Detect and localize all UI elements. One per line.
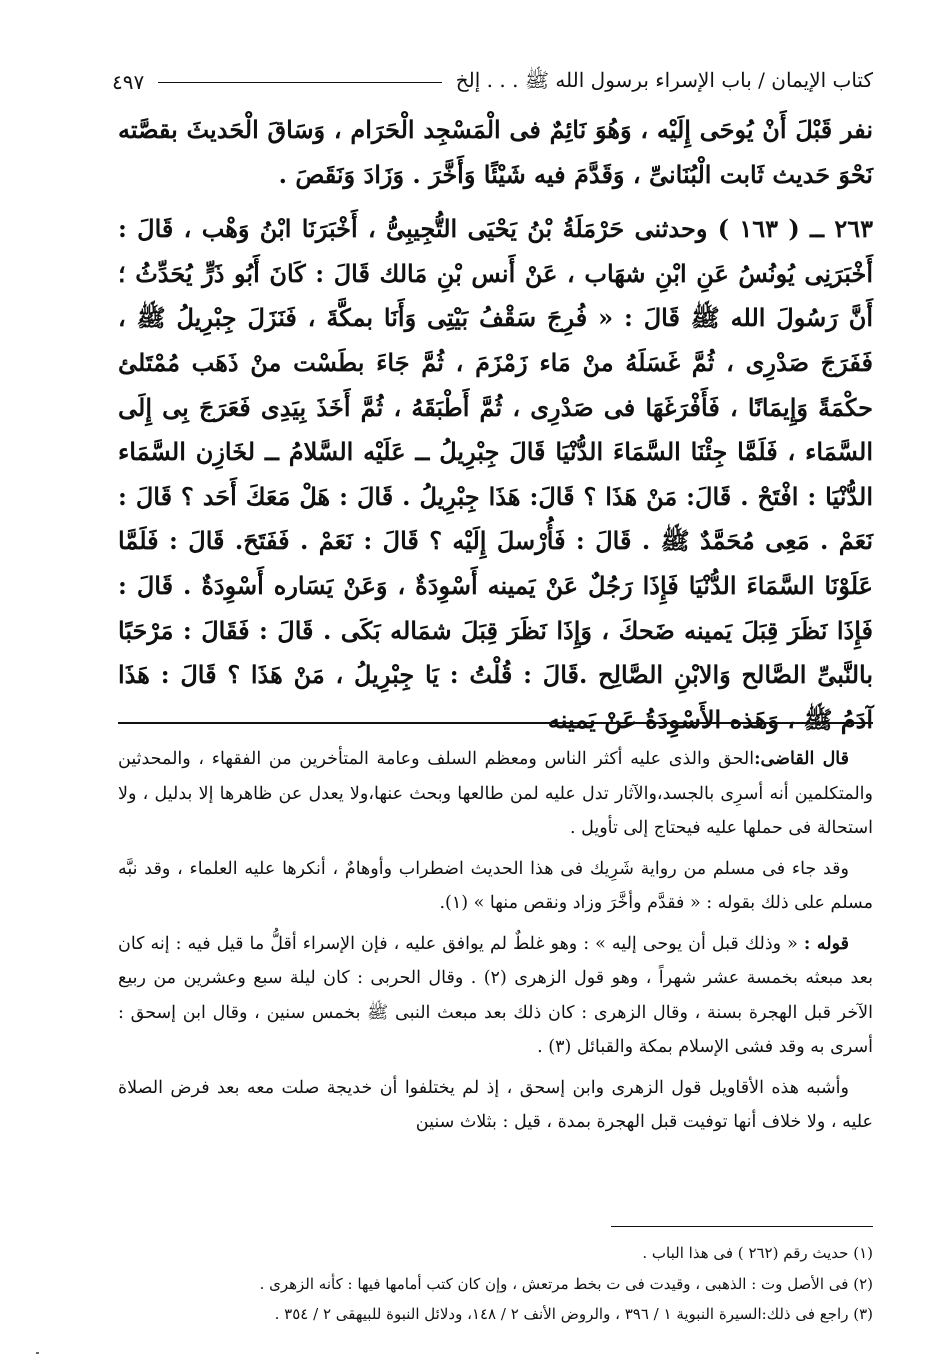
header-rule (158, 82, 442, 83)
footnote: (١) حديث رقم (٢٦٢ ) فى هذا الباب . (642, 1244, 873, 1262)
footnote: (٢) فى الأصل وت : الذهبى ، وقيدت فى ت بخط مرتعش ، وإن كان كتب أمامها فيها : كأنه الزهرى . (259, 1274, 873, 1293)
commentary-section (118, 742, 873, 1146)
commentary-text: « وذلك قبل أن يوحى إليه » : وهو غلطٌ لم يوافق عليه ، فإن الإسراء أقلُّ ما قيل فيه : إنه كان بعد مبعثه بخمسة عشر شهراً ، وهو قول الزهرى (٢) . وقال الحربى : كان ليلة سبع وعشرين من ربيع الآخر قبل الهجرة بسنة ، وقال الزهرى : كان ذلك بعد مبعث النبى ﷺ بخمس سنين ، وقال ابن إسحق : أسرى به وقد فشى الإسلام بمكة والقبائل (٣) . (118, 933, 874, 1057)
commentary-lead: قوله : (803, 933, 849, 954)
commentary-text: وقد جاء فى مسلم من رواية شَرِيك فى هذا الحديث اضطراب وأوهامٌ ، أنكرها عليه العلماء ، وقد نبَّه مسلم على ذلك بقوله : « فقدَّم وأخَّرَ وزاد ونقص منها » (١). (118, 858, 873, 913)
commentary-paragraph (118, 852, 873, 921)
footnotes (118, 1238, 873, 1330)
hadith-text (118, 108, 873, 742)
running-title: كتاب الإيمان / باب الإسراء برسول الله ﷺ . . . إلخ (455, 67, 873, 92)
hadith-paragraph: ٢٦٣ ــ ( ١٦٣ ) وحدثنى حَرْمَلَةُ بْنُ يَحْيَى التُّجِيبِىُّ ، أَخْبَرَنَا ابْنُ وَهْب ، قَالَ : أَخْبَرَنِى يُونُسُ عَنِ ابْنِ شهَاب ، عَنْ أَنس بْنِ مَالك قَالَ : كَانَ أَبُو ذَرٍّ يُحَدِّثُ ؛ أَنَّ رَسُولَ الله ﷺ قَالَ : « فُرِجَ سَقْفُ بَيْتِى وَأَنَا بمكَّةَ ، فَنَزَلَ جِبْرِيلُ ﷺ ، فَفَرَجَ صَدْرِى ، ثُمَّ غَسَلَهُ منْ مَاء زَمْزَمَ ، ثُمَّ جَاءَ بطَسْت منْ ذَهَب مُمْتَلئ حكْمَةً وَإِيمَانًا ، فَأَفْرَغَهَا فى صَدْرِى ، ثُمَّ أَطْبَقَهُ ، ثُمَّ أَخَذَ بِيَدِى فَعَرَجَ بِى إِلَى السَّمَاء ، فَلَمَّا جِئْنَا السَّمَاءَ الدُّنْيَا قَالَ جِبْرِيلُ ــ عَلَيْه السَّلامُ ــ لخَازِن السَّمَاء الدُّنْيَا : افْتَحْ . قَالَ: مَنْ هَذَا ؟ قَالَ: هَذَا جِبْرِيلُ . قَالَ : هَلْ مَعَكَ أَحَد ؟ قَالَ : نَعَمْ . مَعِى مُحَمَّدٌ ﷺ . قَالَ : فَأُرْسلَ إِلَيْه ؟ قَالَ : نَعَمْ . فَفَتَحَ. قَالَ : فَلَمَّا عَلَوْنَا السَّمَاءَ الدُّنْيَا فَإِذَا رَجُلٌ عَنْ يَمينه أَسْوِدَةٌ ، وَعَنْ يَسَاره أَسْوِدَةٌ . قَالَ : فَإِذَا نَظَرَ قِبَلَ يَمينه ضَحكَ ، وَإِذَا نَظَرَ قِبَلَ شمَاله بَكَى . قَالَ : فَقَالَ : مَرْحَبًا بالنَّبىِّ الصَّالح وَالابْنِ الصَّالِح .قَالَ : قُلْتُ : يَا جِبْرِيلُ ، مَنْ هَذَا ؟ قَالَ : هَذَا آدَمُ ﷺ ، وَهَذه الأَسْوِدَةُ عَنْ يَمينه (118, 214, 874, 734)
commentary-paragraph (118, 1071, 873, 1140)
commentary-text: وأشبه هذه الأقاويل قول الزهرى وابن إسحق ، إذ لم يختلفوا أن خديجة صلت معه بعد فرض الصلاة عليه ، ولا خلاف أنها توفيت قبل الهجرة بمدة ، قيل : بثلاث سنين (118, 1077, 873, 1132)
continuation-paragraph: نفر قَبْلَ أَنْ يُوحَى إِلَيْه ، وَهُوَ نَائِمٌ فى الْمَسْجِد الْحَرَام ، وَسَاقَ الْحَديثَ بقصَّته نَحْوَ حَديث ثَابت الْبُنَانىِّ ، وَقَدَّمَ فيه شَيْئًا وَأَخَّرَ . وَزَادَ وَنَقَصَ . (118, 115, 873, 189)
footnote: (٣) راجع فى ذلك:السيرة النبوية ١ / ٣٩٦ ، والروض الأنف ٢ / ١٤٨، ودلائل النبوة للبيهقى ٢ / ٣٥٤ . (274, 1305, 873, 1323)
scan-speck (36, 1352, 39, 1354)
commentary-paragraph (118, 927, 873, 1065)
commentary-paragraph (118, 742, 873, 846)
page-number: ٤٩٧ (112, 70, 145, 94)
commentary-text: الحق والذى عليه أكثر الناس ومعظم السلف وعامة المتأخرين من الفقهاء ، والمحدثين والمتكلمين أنه أسرِى بالجسد،والآثار تدل عليه لمن طالعها وبحث عنها،ولا يعدل عن ظاهرها إلا بدليل ، ولا استحالة فى حملها عليه فيحتاج إلى تأويل . (118, 749, 873, 838)
commentary-lead: قال القاضى: (754, 749, 849, 769)
main-text-divider (118, 722, 873, 724)
footnote-divider (611, 1226, 873, 1227)
running-header (112, 64, 873, 100)
